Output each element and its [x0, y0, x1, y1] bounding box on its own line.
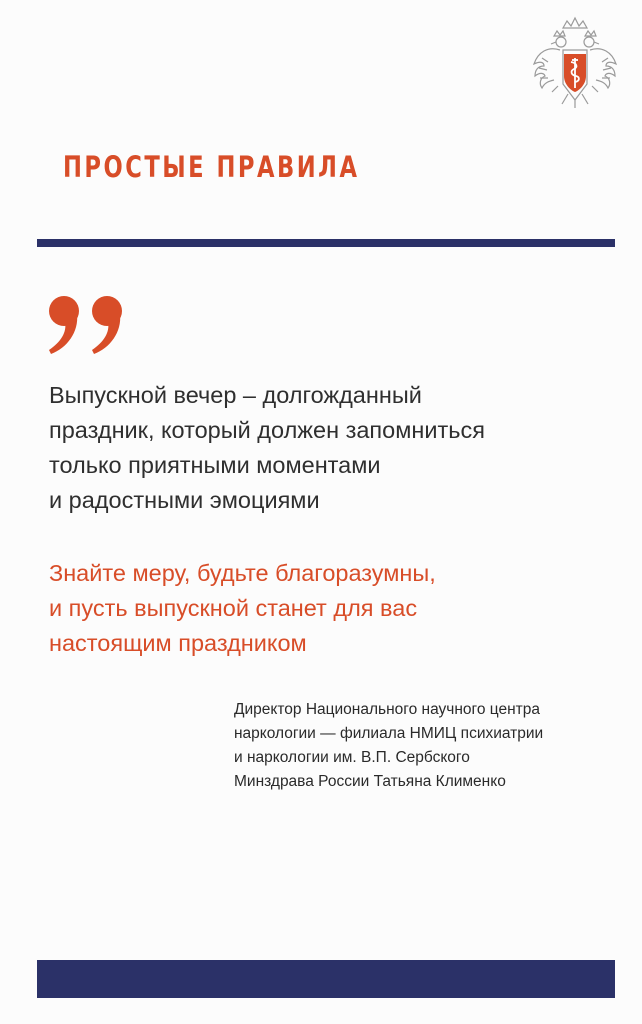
ministry-of-health-emblem-icon — [530, 14, 620, 110]
attribution-line: наркологии — филиала НМИЦ психиатрии — [234, 725, 544, 742]
quote-accent-line: и пусть выпускной станет для вас — [49, 595, 418, 621]
quote-accent-line: Знайте меру, будьте благоразумны, — [49, 560, 436, 586]
quote-main-line: и радостными эмоциями — [49, 487, 320, 513]
quote-main-line: праздник, который должен запомниться — [49, 417, 485, 443]
quote-main-line: только приятными моментами — [49, 452, 381, 478]
attribution-line: Директор Национального научного центра — [234, 701, 540, 718]
quote-accent-text — [49, 556, 619, 661]
page-title: ПРОСТЫЕ ПРАВИЛА — [63, 150, 360, 184]
quote-accent-line: настоящим праздником — [49, 630, 307, 656]
attribution-line: Минздрава России Татьяна Клименко — [234, 773, 506, 790]
bottom-bar — [37, 960, 615, 998]
quote-main-line: Выпускной вечер – долгожданный — [49, 382, 422, 408]
attribution — [234, 698, 624, 794]
attribution-line: и наркологии им. В.П. Сербского — [234, 749, 470, 766]
quote-main-text — [49, 378, 619, 518]
top-divider — [37, 239, 615, 247]
quotation-mark-icon — [45, 292, 135, 356]
